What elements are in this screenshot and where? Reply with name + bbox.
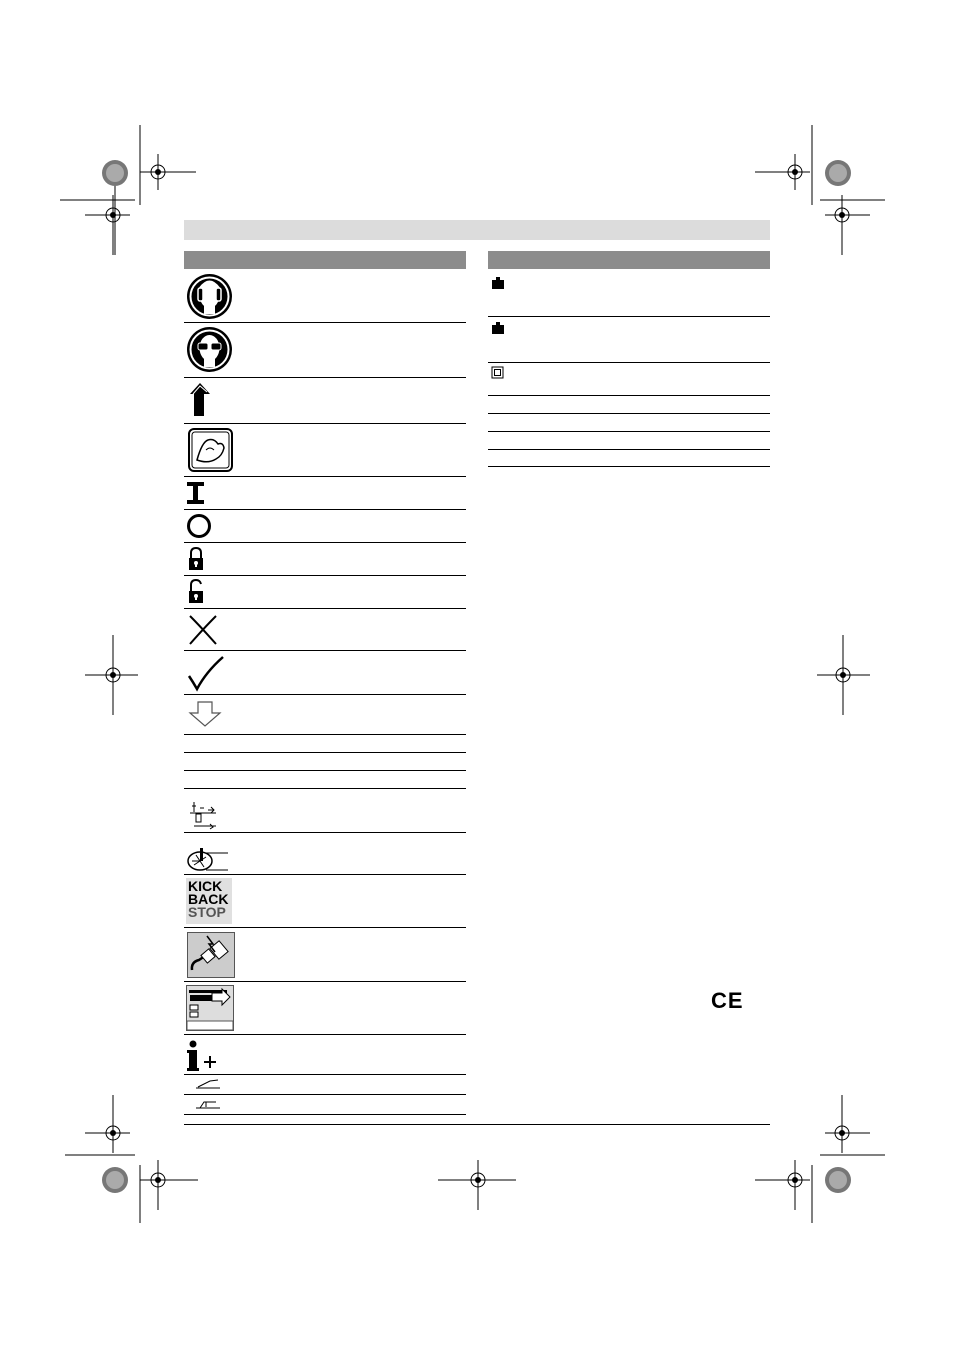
weight-icon <box>491 321 505 335</box>
left-column-header <box>184 251 466 269</box>
row-divider <box>184 981 466 982</box>
ear-protection-icon <box>186 273 233 320</box>
row-divider <box>184 752 466 753</box>
row-divider <box>184 509 466 510</box>
crop-mark-mid-right <box>815 635 875 715</box>
checkmark-icon <box>186 654 226 692</box>
row-divider <box>184 608 466 609</box>
row-divider <box>184 423 466 424</box>
cut-line-2-icon <box>194 1097 222 1111</box>
right-column-header <box>488 251 770 269</box>
page-header-bar <box>184 220 770 240</box>
cutting-disc-icon <box>186 846 230 872</box>
row-divider <box>184 1114 466 1115</box>
arrow-down-icon <box>188 700 222 728</box>
kickback-word-3: STOP <box>188 904 226 920</box>
kickback-word-2: BACK <box>188 891 229 907</box>
row-divider <box>184 788 466 789</box>
cross-icon <box>186 612 220 646</box>
unplug-icon <box>187 932 235 978</box>
row-divider <box>184 650 466 651</box>
row-divider <box>184 476 466 477</box>
row-divider <box>184 694 466 695</box>
lock-closed-icon <box>187 546 205 572</box>
row-divider <box>184 770 466 771</box>
arrow-up-icon <box>188 382 212 418</box>
row-divider <box>184 1074 466 1075</box>
row-divider <box>488 362 770 363</box>
switch-on-icon <box>186 481 206 505</box>
crop-mark-bottom-right <box>745 1095 895 1225</box>
cut-line-icon <box>194 1077 222 1091</box>
row-divider <box>184 874 466 875</box>
row-divider <box>184 377 466 378</box>
crop-mark-bottom-center <box>438 1160 518 1212</box>
row-divider <box>488 316 770 317</box>
ce-mark: CE <box>711 988 744 1013</box>
row-divider <box>184 927 466 928</box>
row-divider <box>184 734 466 735</box>
weight-icon <box>491 276 505 290</box>
row-divider <box>184 832 466 833</box>
dust-extraction-icon <box>186 985 234 1031</box>
depth-adjust-icon <box>186 800 220 830</box>
page-bottom-rule <box>184 1124 770 1125</box>
lock-open-icon <box>187 579 205 605</box>
kickback-stop-icon <box>186 878 232 924</box>
row-divider <box>488 466 770 467</box>
row-divider <box>184 542 466 543</box>
row-divider <box>488 431 770 432</box>
info-plus-icon <box>187 1040 219 1072</box>
row-divider <box>488 395 770 396</box>
row-divider <box>184 1034 466 1035</box>
eye-protection-icon <box>186 326 233 373</box>
hand-grip-icon <box>188 428 234 473</box>
row-divider <box>488 413 770 414</box>
kickback-word-1: KICK <box>188 878 223 894</box>
row-divider <box>184 575 466 576</box>
protection-class-icon <box>491 366 505 380</box>
row-divider <box>184 322 466 323</box>
crop-mark-mid-left <box>80 635 140 715</box>
row-divider <box>184 1094 466 1095</box>
switch-off-icon <box>186 513 212 539</box>
row-divider <box>488 449 770 450</box>
